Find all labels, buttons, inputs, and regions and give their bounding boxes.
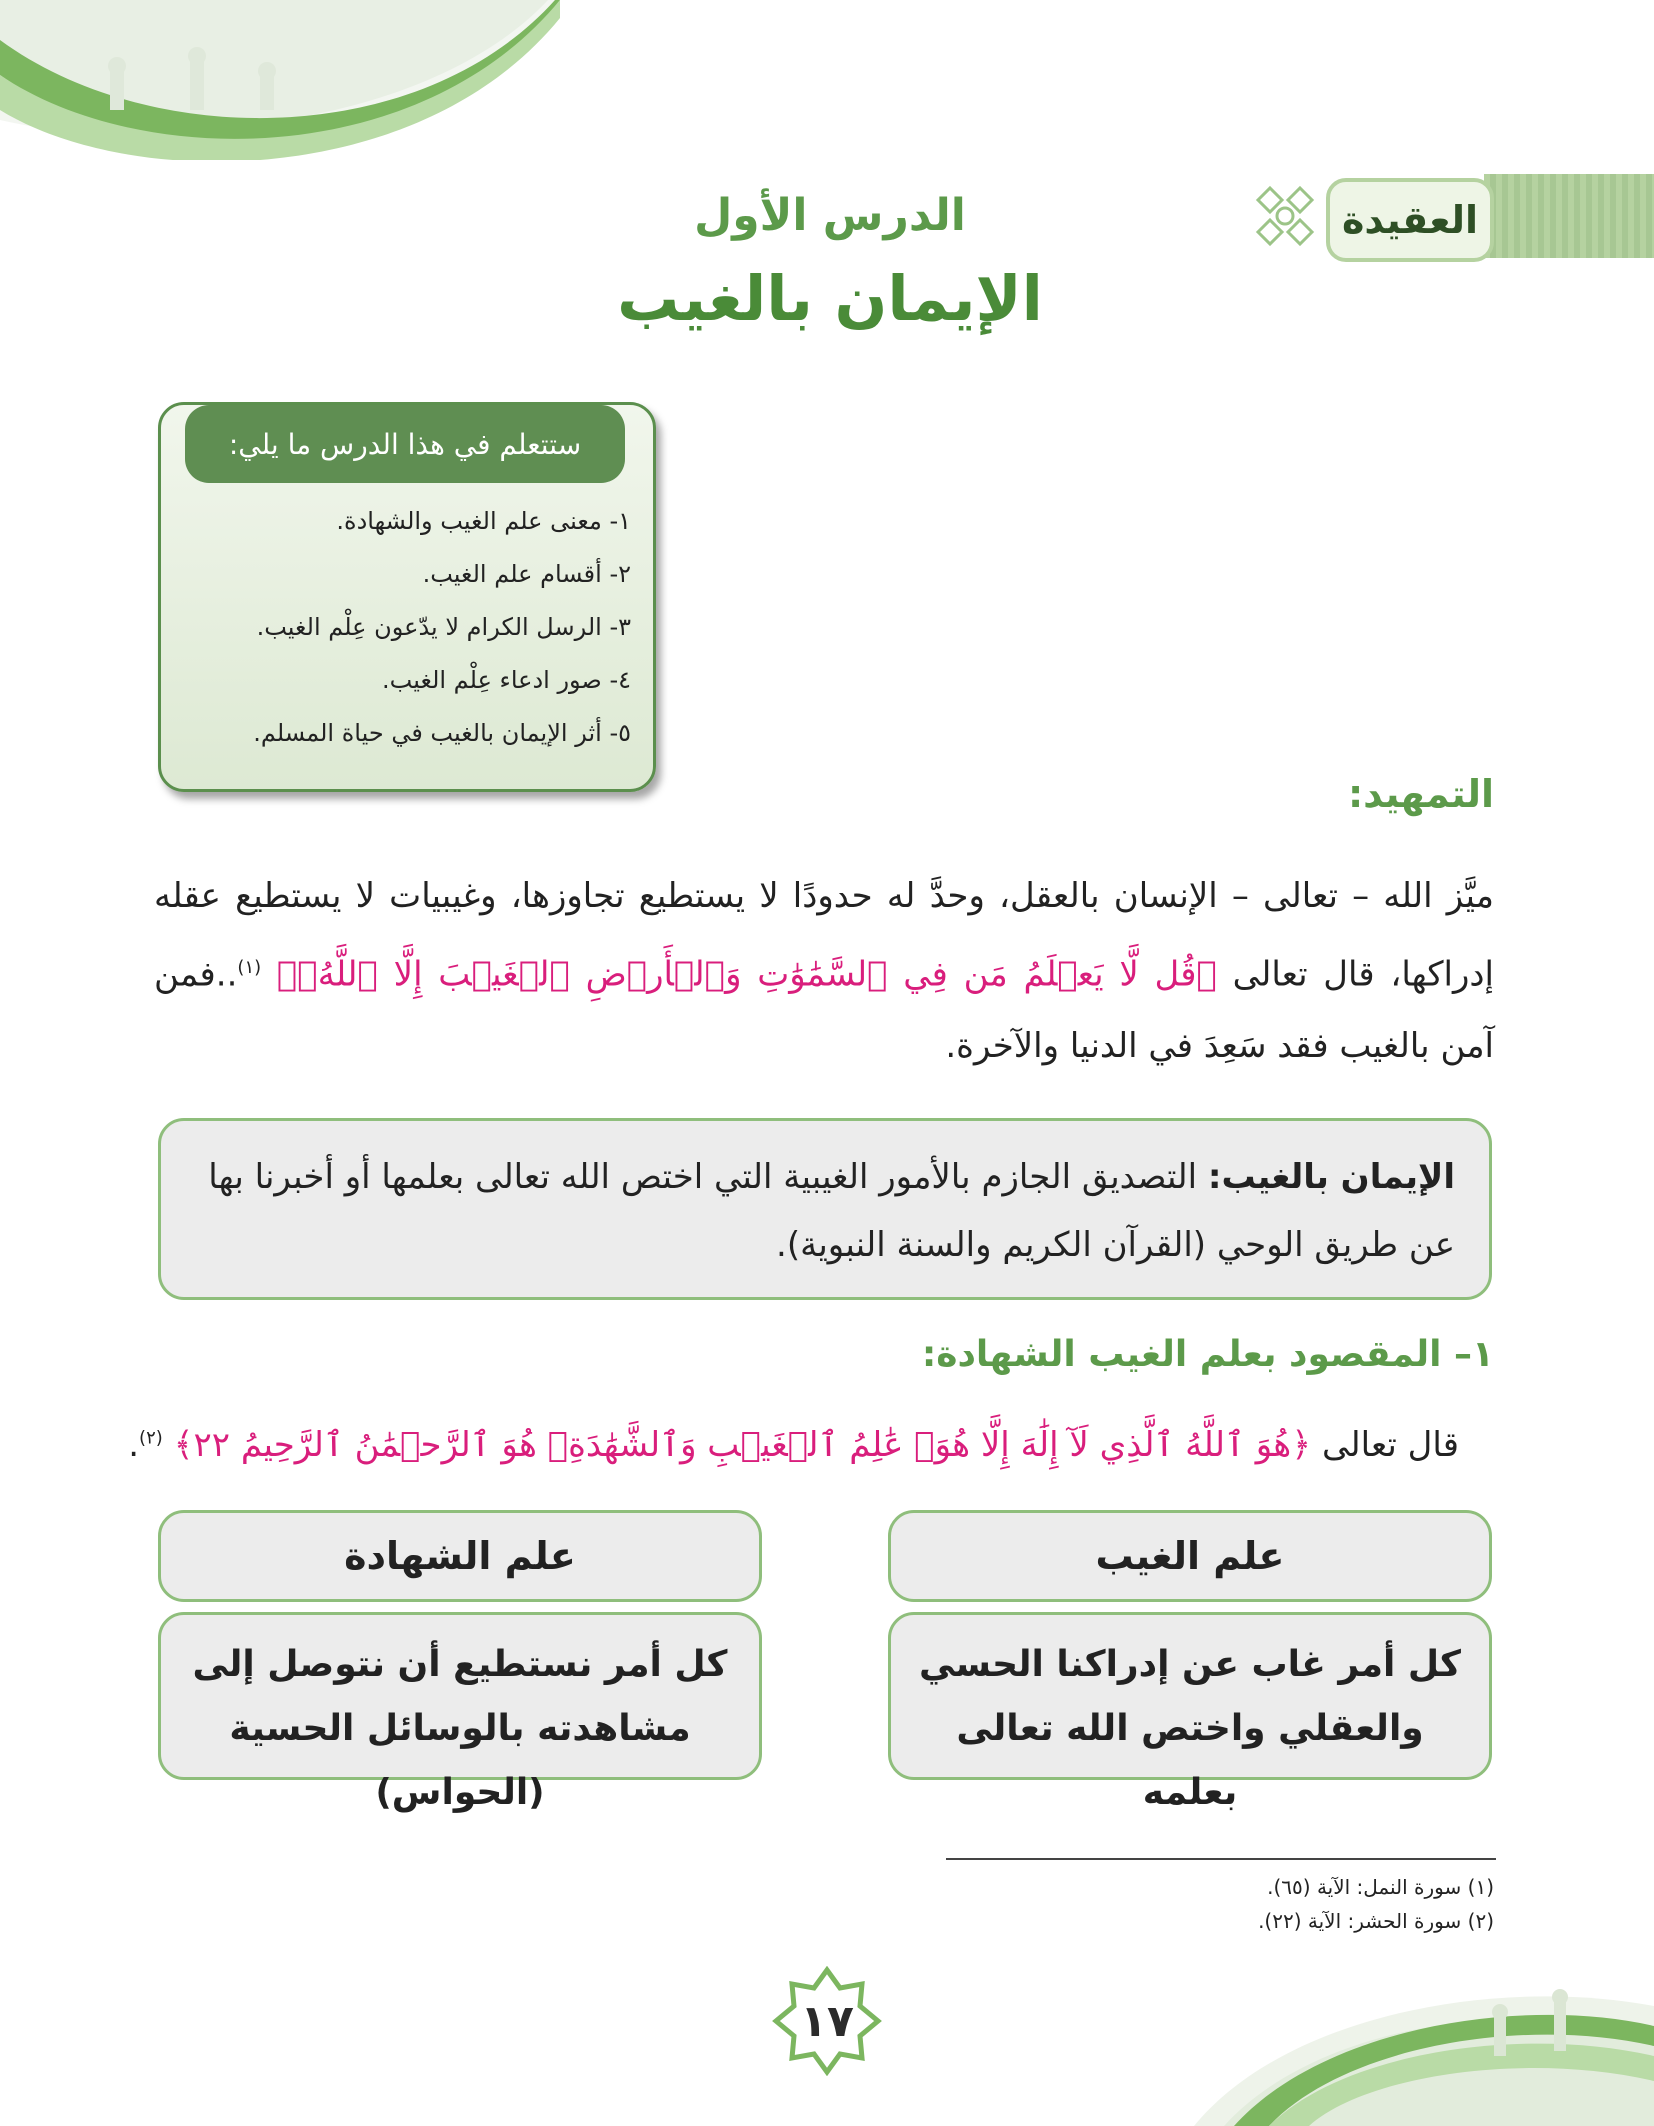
section-verse: ﴿هُوَ ٱللَّهُ ٱلَّذِي لَآ إِلَٰهَ إِلَّا هُوَۖ عَٰلِمُ ٱلۡغَيۡبِ وَٱلشَّهَٰدَةِۖ هُوَ ٱلرَّحۡمَٰنُ ٱلرَّحِيمُ ٢٢﴾ — [173, 1425, 1312, 1465]
star-ornament-icon — [1250, 182, 1328, 250]
definition-box — [158, 1118, 1492, 1300]
witnessed-definition — [158, 1612, 762, 1813]
subject-label: العقيدة — [1326, 178, 1494, 262]
intro-verse: ﴿قُل لَّا يَعۡلَمُ مَن فِي ٱلسَّمَٰوَٰتِ وَٱلۡأَرۡضِ ٱلۡغَيۡبَ إِلَّا ٱللَّهُۚ﴾ — [276, 954, 1217, 995]
footnote-2: (٢) سورة الحشر: الآية (٢٢). — [1258, 1909, 1494, 1933]
intro-heading: التمهيد: — [1347, 772, 1494, 816]
footnotes — [894, 1870, 1494, 1938]
witnessed-title: علم الشهادة — [158, 1510, 762, 1602]
bottom-corner-decoration — [1194, 1956, 1654, 2126]
intro-text-before: ميَّز الله – تعالى – الإنسان بالعقل، وحدَّ له حدودًا لا يستطيع تجاوزها، وغيبيات لا يستطيع عقله إدراكها، قال تعالى — [154, 876, 1494, 995]
witnessed-line: كل أمر نستطيع أن نتوصل إلى — [192, 1644, 728, 1685]
objective-item: ٣- الرسل الكرام لا يدّعون عِلْم الغيب. — [256, 613, 631, 641]
intro-text-after: ..فمن آمن بالغيب فقد سَعِدَ في الدنيا والآخرة. — [154, 954, 1494, 1067]
objectives-list — [181, 495, 631, 760]
intro-paragraph — [154, 860, 1494, 1082]
unseen-line: والعقلي واختص الله تعالى بعلمه — [956, 1708, 1424, 1813]
page-number-badge — [772, 1966, 882, 2076]
footnote-divider — [946, 1858, 1496, 1860]
top-corner-decoration — [0, 0, 560, 160]
definition-term: الإيمان بالغيب: — [1207, 1157, 1455, 1197]
objective-item: ٤- صور ادعاء عِلْم الغيب. — [382, 666, 631, 694]
tab-pattern-strip — [1484, 174, 1654, 258]
footnote-ref-1: (١) — [237, 957, 262, 978]
unseen-title: علم الغيب — [888, 1510, 1492, 1602]
objectives-box — [158, 402, 656, 792]
footnote-1: (١) سورة النمل: الآية (٦٥). — [1267, 1875, 1494, 1899]
objective-item: ٥- أثر الإيمان بالغيب في حياة المسلم. — [253, 719, 631, 747]
definition-text: التصديق الجازم بالأمور الغيبية التي اختص الله تعالى بعلمها أو أخبرنا بها عن طريق الوحي (القرآن الكريم والسنة النبوية). — [208, 1157, 1455, 1265]
unseen-line: كل أمر غاب عن إدراكنا الحسي — [919, 1644, 1461, 1685]
section-verse-line — [128, 1424, 1459, 1465]
objective-item: ١- معنى علم الغيب والشهادة. — [336, 507, 631, 535]
verse-end: . — [128, 1425, 140, 1465]
objectives-title: ستتعلم في هذا الدرس ما يلي: — [185, 405, 625, 483]
lesson-number: الدرس الأول — [694, 190, 966, 241]
section-heading: ١– المقصود بعلم الغيب الشهادة: — [921, 1334, 1494, 1375]
page-number: ١٧ — [800, 1995, 854, 2047]
objective-item: ٢- أقسام علم الغيب. — [422, 560, 631, 588]
lesson-title: الإيمان بالغيب — [617, 262, 1043, 335]
unseen-definition — [888, 1612, 1492, 1813]
subject-tab — [1234, 174, 1654, 258]
footnote-ref-2: (٢) — [139, 1427, 163, 1449]
witnessed-line: مشاهدته بالوسائل الحسية (الحواس) — [229, 1708, 691, 1813]
verse-intro: قال تعالى — [1311, 1425, 1459, 1465]
